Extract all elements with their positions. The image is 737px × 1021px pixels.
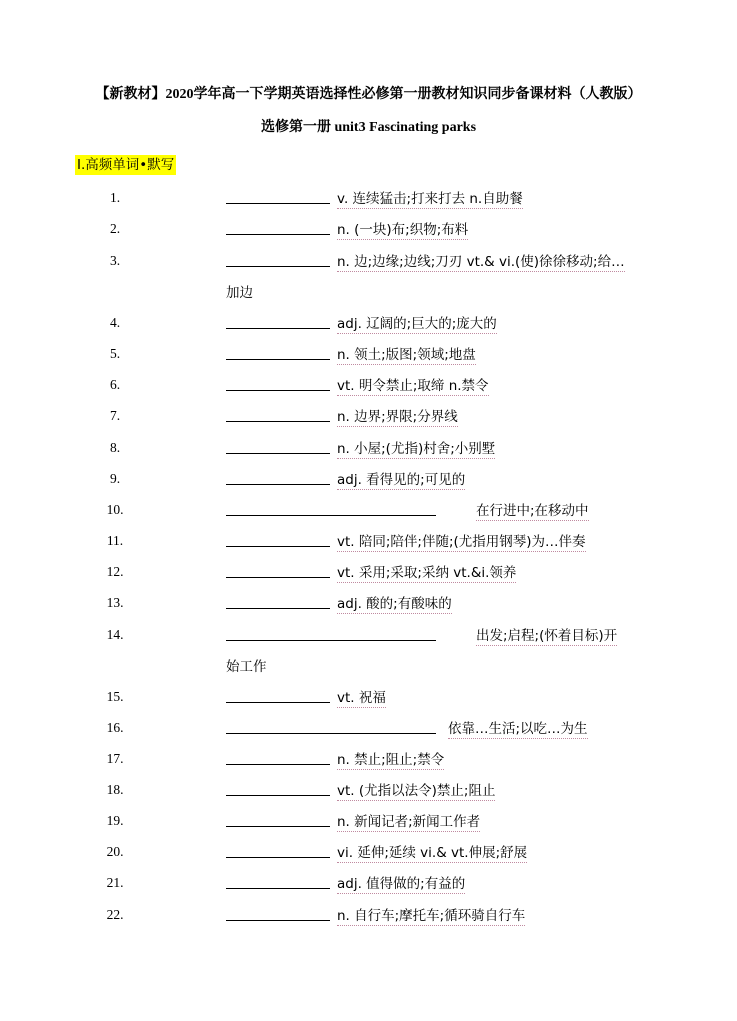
item-gloss: vt. 采用;采取;采纳 vt.&i.领养 [337, 561, 516, 583]
item-gloss: n. (一块)布;织物;布料 [337, 218, 468, 240]
list-item [0, 717, 737, 737]
list-item [0, 592, 737, 612]
item-gloss: n. 禁止;阻止;禁令 [337, 748, 444, 770]
list-item [0, 312, 737, 332]
answer-blank[interactable] [226, 920, 330, 921]
item-number: 6. [109, 377, 121, 392]
document-title: 【新教材】2020学年高一下学期英语选择性必修第一册教材知识同步备课材料（人教版） [95, 87, 642, 102]
item-gloss: adj. 辽阔的;巨大的;庞大的 [337, 312, 497, 334]
item-number: 15. [106, 689, 124, 704]
item-number: 5. [109, 346, 121, 361]
item-gloss: 在行进中;在移动中 [476, 499, 589, 521]
answer-blank[interactable] [226, 608, 330, 609]
answer-blank[interactable] [226, 203, 330, 204]
item-gloss: vi. 延伸;延续 vi.& vt.伸展;舒展 [337, 841, 527, 863]
item-gloss: vt. 陪同;陪伴;伴随;(尤指用钢琴)为…伴奏 [337, 530, 586, 552]
answer-blank[interactable] [226, 826, 330, 827]
list-item [0, 187, 737, 207]
item-gloss: n. 边界;界限;分界线 [337, 405, 458, 427]
item-number: 1. [109, 190, 121, 205]
answer-blank[interactable] [226, 234, 330, 235]
item-gloss: 依靠…生活;以吃…为生 [448, 717, 588, 739]
item-number: 3. [109, 253, 121, 268]
answer-blank[interactable] [226, 640, 436, 641]
answer-blank[interactable] [226, 359, 330, 360]
item-gloss: vt. (尤指以法令)禁止;阻止 [337, 779, 495, 801]
answer-blank[interactable] [226, 390, 330, 391]
answer-blank[interactable] [226, 702, 330, 703]
item-gloss: n. 边;边缘;边线;刀刃 vt.& vi.(使)徐徐移动;给… [337, 250, 625, 272]
item-number: 16. [106, 720, 124, 735]
list-item [0, 343, 737, 363]
item-gloss: adj. 值得做的;有益的 [337, 872, 465, 894]
item-gloss: adj. 酸的;有酸味的 [337, 592, 452, 614]
item-gloss: n. 领土;版图;领域;地盘 [337, 343, 476, 365]
item-gloss-continuation: 加边 [226, 285, 253, 301]
answer-blank[interactable] [226, 888, 330, 889]
list-item [0, 468, 737, 488]
answer-blank[interactable] [226, 733, 436, 734]
answer-blank[interactable] [226, 453, 330, 454]
list-item [0, 405, 737, 425]
answer-blank[interactable] [226, 266, 330, 267]
item-gloss: vt. 明令禁止;取缔 n.禁令 [337, 374, 489, 396]
answer-blank[interactable] [226, 795, 330, 796]
item-number: 17. [106, 751, 124, 766]
item-number: 19. [106, 813, 124, 828]
answer-blank[interactable] [226, 421, 330, 422]
item-gloss-continuation: 始工作 [226, 659, 267, 675]
item-number: 12. [106, 564, 124, 579]
list-item [0, 624, 737, 644]
list-item [0, 904, 737, 924]
list-item [0, 561, 737, 581]
item-gloss: vt. 祝福 [337, 686, 386, 708]
item-number: 8. [109, 440, 121, 455]
answer-blank[interactable] [226, 484, 330, 485]
answer-blank[interactable] [226, 857, 330, 858]
item-gloss: 出发;启程;(怀着目标)开 [476, 624, 617, 646]
item-gloss: adj. 看得见的;可见的 [337, 468, 465, 490]
list-item [0, 374, 737, 394]
answer-blank[interactable] [226, 577, 330, 578]
list-item [0, 779, 737, 799]
item-number: 18. [106, 782, 124, 797]
item-number: 2. [109, 221, 121, 236]
item-gloss: n. 小屋;(尤指)村舍;小别墅 [337, 437, 495, 459]
item-number: 11. [106, 533, 124, 548]
document-subtitle: 选修第一册 unit3 Fascinating parks [260, 120, 477, 135]
item-number: 9. [109, 471, 121, 486]
answer-blank[interactable] [226, 515, 436, 516]
answer-blank[interactable] [226, 546, 330, 547]
list-item [0, 810, 737, 830]
item-gloss: v. 连续猛击;打来打去 n.自助餐 [337, 187, 523, 209]
answer-blank[interactable] [226, 328, 330, 329]
item-gloss: n. 自行车;摩托车;循环骑自行车 [337, 904, 525, 926]
list-item [0, 872, 737, 892]
answer-blank[interactable] [226, 764, 330, 765]
list-item [0, 841, 737, 861]
item-number: 21. [106, 875, 124, 890]
item-number: 13. [106, 595, 124, 610]
item-number: 7. [109, 408, 121, 423]
item-number: 4. [109, 315, 121, 330]
list-item [0, 499, 737, 519]
item-number: 20. [106, 844, 124, 859]
item-number: 22. [106, 907, 124, 922]
list-item [0, 748, 737, 768]
list-item [0, 686, 737, 706]
item-gloss: n. 新闻记者;新闻工作者 [337, 810, 480, 832]
item-number: 10. [106, 502, 124, 517]
list-item [0, 437, 737, 457]
list-item [0, 530, 737, 550]
section-heading: I.高频单词•默写 [77, 157, 175, 173]
list-item [0, 250, 737, 270]
list-item [0, 218, 737, 238]
item-number: 14. [106, 627, 124, 642]
